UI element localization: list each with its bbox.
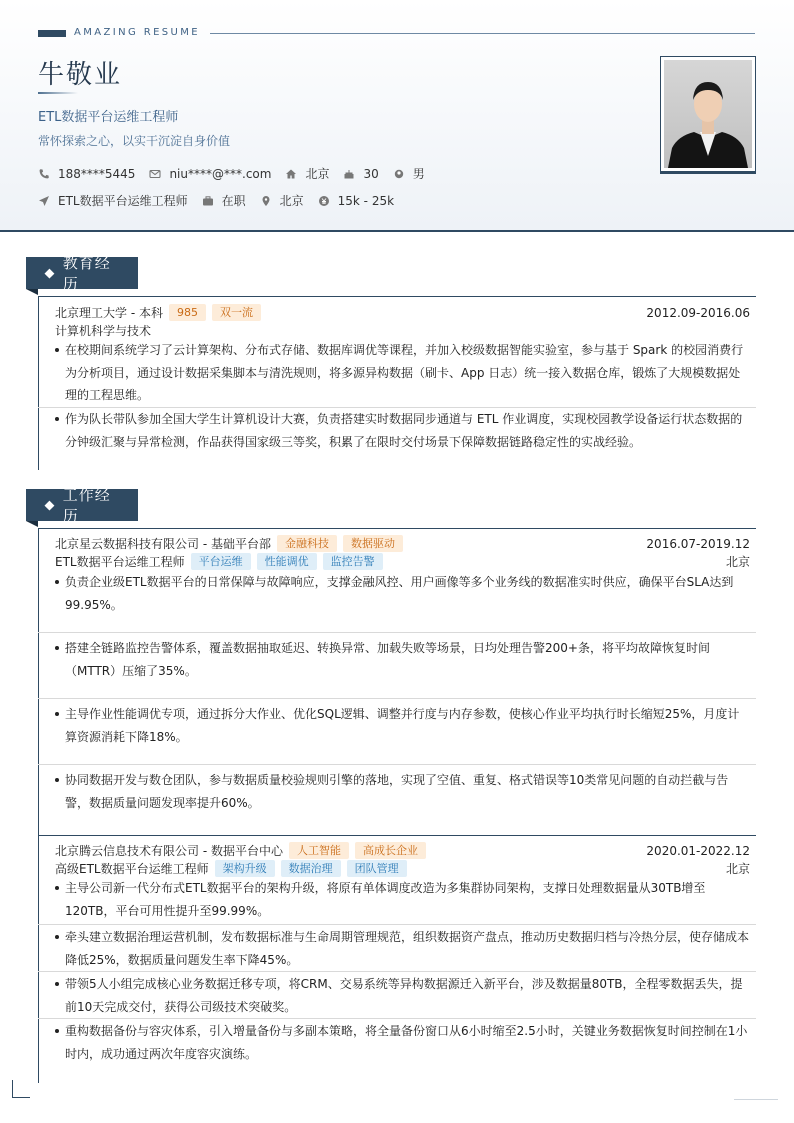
role-text: ETL数据平台运维工程师 — [55, 555, 185, 569]
name-underline — [38, 92, 78, 94]
age-info — [343, 167, 378, 181]
motto: 常怀探索之心，以实干沉淀自身价值 — [38, 134, 231, 148]
page-corner-mark — [12, 1080, 30, 1098]
intent-row — [38, 192, 408, 209]
gender-info — [393, 165, 425, 182]
phone-icon — [38, 168, 50, 180]
company-name: 北京星云数据科技有限公司 - 基础平台部 — [55, 537, 271, 551]
photo-accent-bar — [660, 171, 756, 174]
work-location: 北京 — [725, 555, 750, 569]
tag: 平台运维 — [191, 553, 251, 570]
gender-text: 男 — [412, 167, 425, 181]
tag: 高成长企业 — [355, 842, 426, 859]
divider — [38, 924, 756, 925]
list-item: 协同数据开发与数仓团队，参与数据质量校验规则引擎的落地，实现了空值、重复、格式错误等10类常见问题的自动拦截与告警，数据质量问题发现率提升60%。 — [55, 769, 750, 814]
diamond-icon — [45, 268, 55, 278]
list-item: 在校期间系统学习了云计算架构、分布式存储、数据库调优等课程，并加入校级数据智能实验室，参与基于 Spark 的校园消费行为分析项目，通过设计数据采集脚本与清洗规则，将多源异构数据（刷卡、App 日志）统一接入数据仓库，锻炼了大规模数据处理的工程思维。 — [55, 339, 750, 407]
email-text: niu****@***.com — [169, 166, 272, 181]
brand-bar — [38, 30, 66, 37]
contact-row — [38, 165, 439, 182]
education-entry-header — [55, 304, 750, 321]
home-text: 北京 — [305, 167, 330, 181]
education-top-rule — [38, 296, 756, 297]
target-city-text: 北京 — [279, 194, 304, 208]
home-info — [285, 165, 329, 182]
home-icon — [285, 168, 297, 180]
major-text: 计算机科学与技术 — [55, 324, 152, 338]
page-corner-line — [734, 1099, 778, 1100]
list-item: 作为队长带队参加全国大学生计算机设计大赛，负责搭建实时数据同步通道与 ETL 作业调度，实现校园教学设备运行状态数据的分钟级汇聚与异常检测，作品获得国家级三等奖，积累了在限时交付场景下保障数据链路稳定性的实战经验。 — [55, 408, 750, 453]
brand-text: AMAZING RESUME — [74, 27, 200, 38]
status-info — [202, 192, 246, 209]
divider — [38, 971, 756, 972]
education-major — [55, 322, 750, 339]
education-date: 2012.09-2016.06 — [646, 305, 750, 320]
phone-text: 188****5445 — [58, 166, 136, 181]
target-position-text: ETL数据平台运维工程师 — [58, 194, 188, 208]
status-text: 在职 — [221, 194, 246, 208]
gender-icon — [393, 168, 405, 180]
list-item: 重构数据备份与容灾体系，引入增量备份与多副本策略，将全量备份窗口从6小时缩至2.5小时，关键业务数据恢复时间控制在1小时内，成功通过两次年度容灾演练。 — [55, 1020, 750, 1065]
work-entry-header — [55, 842, 750, 859]
school-name: 北京理工大学 - 本科 — [55, 306, 163, 320]
send-icon — [38, 195, 50, 207]
work-role-row — [55, 553, 750, 570]
target-position-info — [38, 192, 188, 209]
mail-icon — [149, 168, 161, 180]
list-item: 牵头建立数据治理运营机制，发布数据标准与生命周期管理规范，组织数据资产盘点，推动历史数据归档与冷热分层，使存储成本降低25%，数据质量问题发生率下降45%。 — [55, 926, 750, 971]
divider — [38, 764, 756, 765]
diamond-icon — [45, 500, 55, 510]
cake-icon — [343, 168, 355, 180]
work-date: 2020.01-2022.12 — [646, 843, 750, 858]
tag: 监控告警 — [323, 553, 383, 570]
work-location: 北京 — [725, 862, 750, 876]
list-item: 负责企业级ETL数据平台的日常保障与故障响应，支撑金融风控、用户画像等多个业务线的数据准实时供应，确保平台SLA达到99.95%。 — [55, 571, 750, 616]
work-entry-rule — [38, 835, 756, 836]
divider — [38, 632, 756, 633]
education-heading — [26, 254, 138, 293]
location-icon — [260, 195, 272, 207]
company-name: 北京腾云信息技术有限公司 - 数据平台中心 — [55, 844, 283, 858]
tag: 金融科技 — [277, 535, 337, 552]
divider — [38, 698, 756, 699]
tag: 团队管理 — [347, 860, 407, 877]
tag: 性能调优 — [257, 553, 317, 570]
target-city-info — [260, 192, 304, 209]
work-heading-text: 工作经历 — [62, 486, 111, 525]
divider — [38, 1018, 756, 1019]
tag: 985 — [169, 304, 206, 321]
tag: 双一流 — [212, 304, 261, 321]
avatar — [664, 60, 752, 168]
age-text: 30 — [363, 166, 379, 181]
list-item: 搭建全链路监控告警体系，覆盖数据抽取延迟、转换异常、加载失败等场景，日均处理告警200+条，将平均故障恢复时间（MTTR）压缩了35%。 — [55, 637, 750, 682]
role-text: 高级ETL数据平台运维工程师 — [55, 862, 209, 876]
work-heading — [26, 486, 138, 525]
salary-info — [318, 194, 394, 208]
salary-text: 15k - 25k — [337, 193, 395, 208]
work-vertical-rule — [38, 528, 39, 1083]
education-heading-text: 教育经历 — [62, 254, 111, 293]
list-item: 主导公司新一代分布式ETL数据平台的架构升级，将原有单体调度改造为多集群协同架构，支撑日处理数据量从30TB增至120TB，平台可用性提升至99.99%。 — [55, 877, 750, 922]
job-title: ETL数据平台运维工程师 — [38, 110, 179, 125]
email-info — [149, 167, 271, 181]
work-top-rule — [38, 528, 756, 529]
tag: 人工智能 — [289, 842, 349, 859]
list-item: 带领5人小组完成核心业务数据迁移专项，将CRM、交易系统等异构数据源迁入新平台，涉及数据量80TB，全程零数据丢失，提前10天完成交付，获得公司级技术突破奖。 — [55, 973, 750, 1018]
tag: 数据治理 — [281, 860, 341, 877]
list-item: 主导作业性能调优专项，通过拆分大作业、优化SQL逻辑、调整并行度与内存参数，使核心作业平均执行时长缩短25%，月度计算资源消耗下降18%。 — [55, 703, 750, 748]
phone-info — [38, 167, 135, 181]
briefcase-icon — [202, 195, 214, 207]
brand-divider — [210, 33, 755, 34]
tag: 架构升级 — [215, 860, 275, 877]
salary-icon — [318, 195, 330, 207]
tag: 数据驱动 — [343, 535, 403, 552]
person-name: 牛敬业 — [38, 60, 123, 90]
profile-photo — [660, 56, 756, 172]
education-vertical-rule — [38, 296, 39, 470]
work-date: 2016.07-2019.12 — [646, 536, 750, 551]
work-entry-header — [55, 535, 750, 552]
work-role-row — [55, 860, 750, 877]
